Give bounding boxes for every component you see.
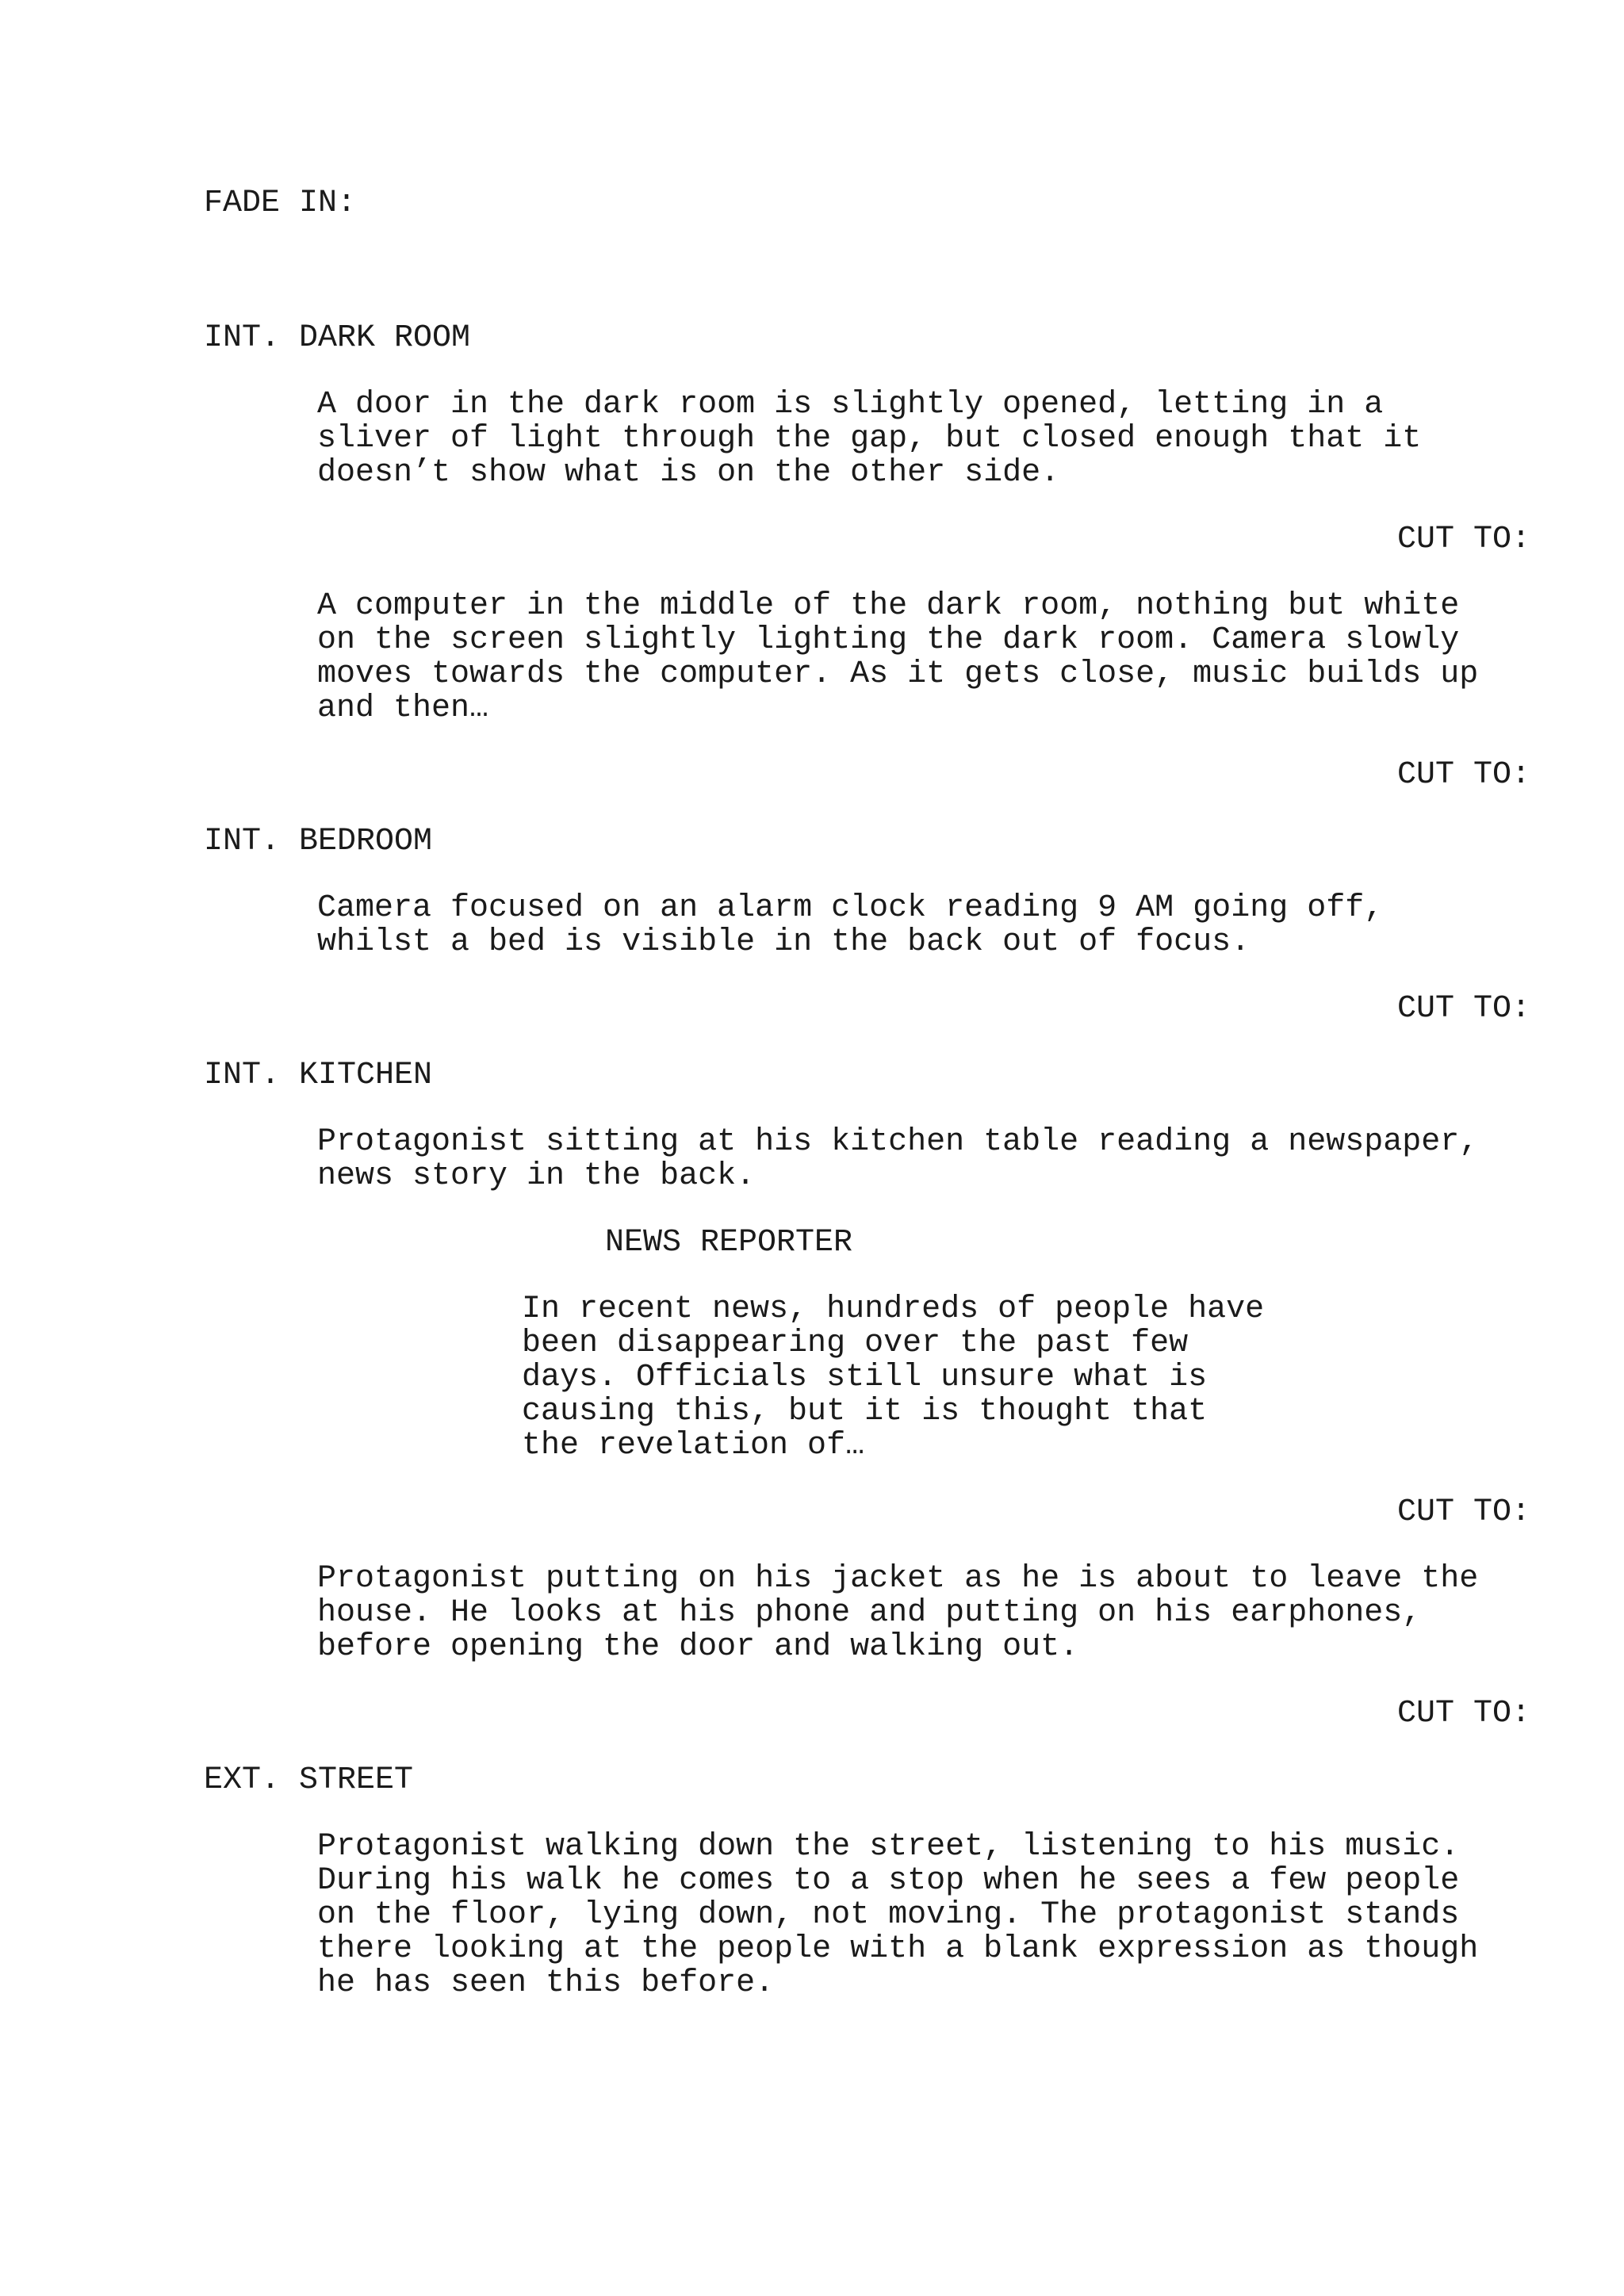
action-line: before opening the door and walking out.: [317, 1629, 1079, 1665]
action-line: A door in the dark room is slightly opened, letting in a: [317, 387, 1384, 423]
scene-heading-dark-room: INT. DARK ROOM: [204, 320, 471, 356]
action-line: Camera focused on an alarm clock reading 9 AM going off,: [317, 890, 1384, 926]
action-line: whilst a bed is visible in the back out of focus.: [317, 924, 1251, 960]
transition-cut-to: CUT TO:: [1396, 757, 1530, 793]
action-line: moves towards the computer. As it gets close, music builds up: [317, 656, 1479, 692]
action-line: doesn’t show what is on the other side.: [317, 455, 1060, 491]
action-line: there looking at the people with a blank expression as though: [317, 1931, 1479, 1967]
scene-heading-kitchen: INT. KITCHEN: [204, 1058, 433, 1093]
action-line: news story in the back.: [317, 1158, 756, 1194]
transition-cut-to: CUT TO:: [1396, 1696, 1530, 1732]
action-line: sliver of light through the gap, but closed enough that it: [317, 421, 1422, 457]
dialogue-line: days. Officials still unsure what is: [522, 1360, 1208, 1395]
action-line: he has seen this before.: [317, 1965, 775, 2001]
scene-heading-street: EXT. STREET: [204, 1762, 414, 1798]
character-name: NEWS REPORTER: [605, 1225, 853, 1261]
action-line: on the floor, lying down, not moving. The protagonist stands: [317, 1897, 1460, 1933]
dialogue-line: been disappearing over the past few: [522, 1326, 1189, 1361]
action-line: and then…: [317, 691, 489, 726]
dialogue-line: the revelation of…: [522, 1428, 865, 1464]
action-line: Protagonist putting on his jacket as he is about to leave the: [317, 1561, 1479, 1597]
dialogue-line: causing this, but it is thought that: [522, 1394, 1208, 1429]
dialogue-line: In recent news, hundreds of people have: [522, 1292, 1265, 1327]
fade-in-transition: FADE IN:: [204, 186, 357, 221]
transition-cut-to: CUT TO:: [1396, 522, 1530, 557]
action-line: A computer in the middle of the dark room, nothing but white: [317, 588, 1460, 624]
transition-cut-to: CUT TO:: [1396, 1494, 1530, 1530]
action-line: Protagonist sitting at his kitchen table reading a newspaper,: [317, 1124, 1479, 1160]
scene-heading-bedroom: INT. BEDROOM: [204, 824, 433, 859]
action-line: house. He looks at his phone and putting on his earphones,: [317, 1595, 1422, 1631]
transition-cut-to: CUT TO:: [1396, 991, 1530, 1027]
action-line: During his walk he comes to a stop when he sees a few people: [317, 1863, 1460, 1899]
action-line: Protagonist walking down the street, listening to his music.: [317, 1829, 1460, 1865]
action-line: on the screen slightly lighting the dark room. Camera slowly: [317, 622, 1460, 658]
